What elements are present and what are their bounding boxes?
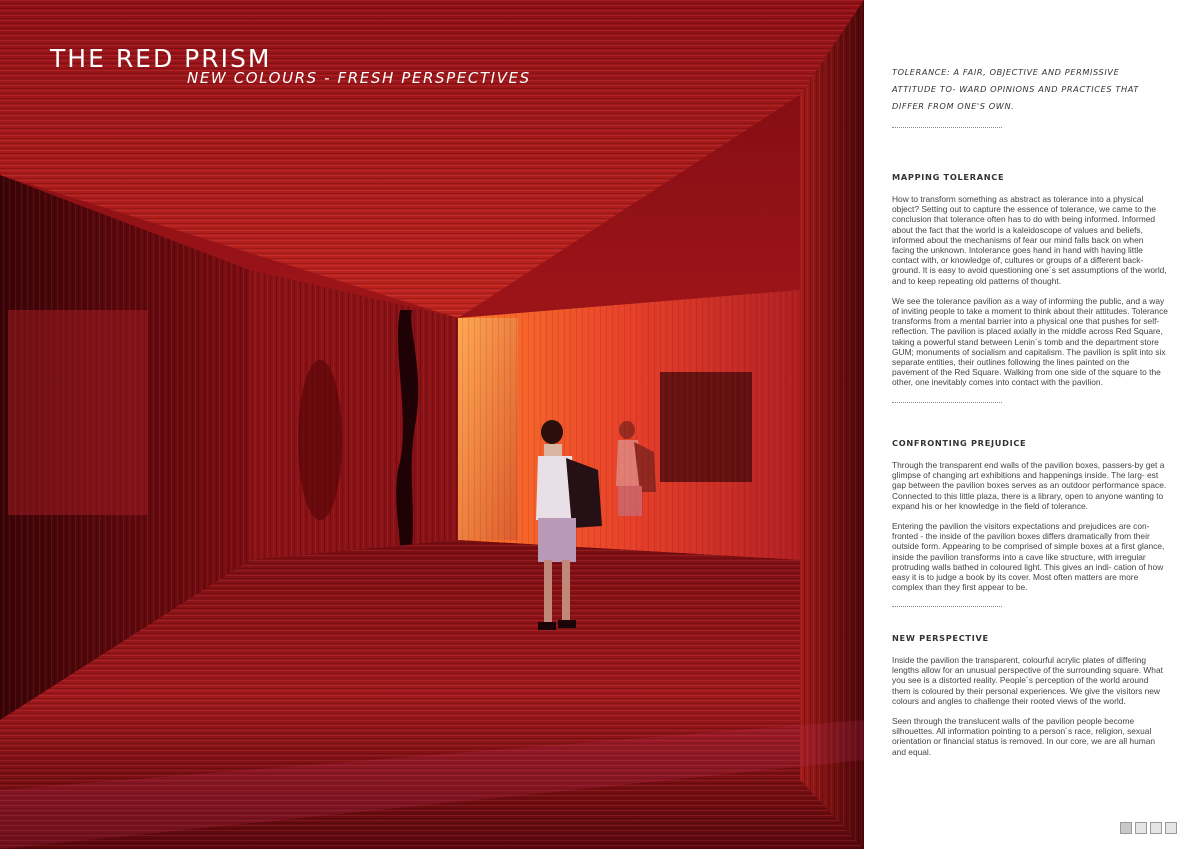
poster-subtitle: NEW COLOURS - FRESH PERSPECTIVES: [187, 69, 531, 87]
page-indicator: [1120, 822, 1177, 834]
section-new-perspective: [892, 633, 1168, 757]
section-paragraph: How to transform something as abstract as tolerance into a physical object? Setting out to capture the essence of tolerance, we came to the conclusion that tolerance often has to do with being informed. Informed about the fact that the world is a kaleidoscope of values and beliefs, informed about the mechanisms of fear our mind falls back on when facing the unknown. Intolerance goes hand in hand with having little contact with, or knowledge of, cultures or groups of a different back- ground. It is easy to avoid questioning one´s set assumptions of the world, and to keep repeating old patterns of thought.: [892, 194, 1167, 286]
tolerance-definition: TOLERANCE: A FAIR, OBJECTIVE AND PERMISSIVE ATTITUDE TO- WARD OPINIONS AND PRACTICES THAT DIFFER FROM ONE'S OWN.: [892, 67, 1139, 111]
section-confronting-prejudice: [892, 438, 1168, 607]
section-heading: MAPPING TOLERANCE: [892, 172, 1005, 182]
divider: [892, 127, 1002, 128]
section-paragraph: Inside the pavilion the transparent, colourful acrylic plates of differing lengths allow for an unusual perspective of the surrounding square. What you see is a distorted reality. People´s perception of the world around them is coloured by their personal experiences. We give the visitors new colours and angles to challenge their rooted views of the world.: [892, 655, 1163, 706]
section-paragraph: Seen through the translucent walls of the pavilion people become silhouettes. All information pointing to a person´s race, religion, sexual orientation or financial status is removed. In our core, we are all human and equal.: [892, 716, 1156, 757]
section-paragraph: We see the tolerance pavilion as a way of informing the public, and a way of inviting people to take a moment to think about their attitudes. Tolerance transforms from a mental barrier into a physical one that pushes for self-reflection. The pavilion is placed axially in the middle across Red Square, taking a powerful stand between Lenin´s tomb and the department store GUM; monuments of socialism and capitalism. The pavilion is split into six separate entities, their outlines following the lines painted on the pavement of the Red Square. Walking from one side of the square to the other, one inevitably comes into contact with the pavilion.: [892, 295, 1168, 388]
divider: [892, 606, 1002, 607]
page-dot[interactable]: [1165, 822, 1177, 834]
section-paragraph: Entering the pavilion the visitors expectations and prejudices are con- fronted - the inside of the pavilion boxes differs dramatically from their outside form. Appearing to be comprised of simple boxes at a first glance, inside the pavilion transforms into a cave like structure, with irregular protruding walls bathed in coloured light. This gives an indi- cation of how easy it is to judge a book by its cover. Most often matters are more complex than they first appear to be.: [892, 521, 1165, 593]
divider: [892, 402, 1002, 403]
poster-title: THE RED PRISM: [50, 44, 272, 73]
page-dot[interactable]: [1135, 822, 1147, 834]
intro-block: [892, 64, 1166, 128]
section-heading: CONFRONTING PREJUDICE: [892, 438, 1027, 448]
wall-texture: [298, 360, 342, 520]
page-dot[interactable]: [1120, 822, 1132, 834]
left-wall-panel: [8, 310, 148, 515]
section-heading: NEW PERSPECTIVE: [892, 633, 989, 643]
section-paragraph: Through the transparent end walls of the pavilion boxes, passers-by get a glimpse of changing art exhibitions and happenings inside. The larg- est gap between the pavilion boxes serves as an outdoor performance space. Connected to this little plaza, there is a library, open to anyone wanting to expand his or her knowledge in the field of tolerance.: [892, 460, 1167, 511]
section-mapping-tolerance: [892, 172, 1168, 403]
page-dot[interactable]: [1150, 822, 1162, 834]
